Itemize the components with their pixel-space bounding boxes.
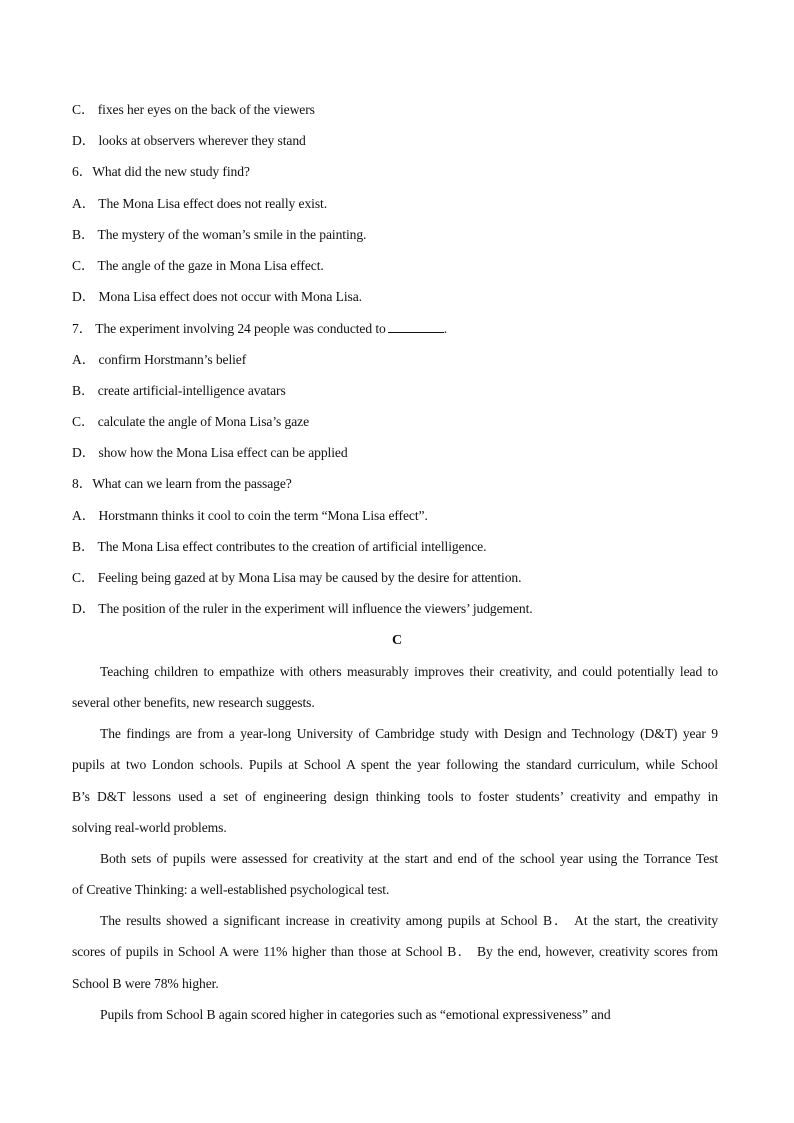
q7-option-a: A． confirm Horstmann’s belief: [72, 352, 247, 367]
paragraph-4-line-2: scores of pupils in School A were 11% higher than those at School B． By the end, however, creativity scores from: [72, 944, 718, 959]
q8-option-d: D． The position of the ruler in the experiment will influence the viewers’ judgement.: [72, 601, 533, 616]
paragraph-1-line-2: several other benefits, new research suggests.: [72, 695, 315, 710]
q5-option-d: D． looks at observers wherever they stand: [72, 133, 306, 148]
q7-stem-line: [72, 320, 447, 337]
paragraph-5-line-1: Pupils from School B again scored higher in categories such as “emotional expressiveness” and: [100, 1007, 611, 1022]
q8-option-a: A． Horstmann thinks it cool to coin the term “Mona Lisa effect”.: [72, 508, 428, 523]
q7-stem: 7． The experiment involving 24 people was conducted to: [72, 321, 386, 336]
q8-stem: 8．What can we learn from the passage?: [72, 476, 292, 491]
q6-option-b: B． The mystery of the woman’s smile in the painting.: [72, 227, 367, 242]
paragraph-4-line-3: School B were 78% higher.: [72, 976, 219, 991]
paragraph-4-line-1: The results showed a significant increase in creativity among pupils at School B． At the start, the creativity: [100, 913, 718, 928]
paragraph-2-line-2: pupils at two London schools. Pupils at School A spent the year following the standard curriculum, while School: [72, 757, 718, 772]
paragraph-2-line-4: solving real-world problems.: [72, 820, 227, 835]
q8-option-b: B． The Mona Lisa effect contributes to the creation of artificial intelligence.: [72, 539, 487, 554]
q7-option-c: C． calculate the angle of Mona Lisa’s gaze: [72, 414, 309, 429]
answer-blank: [388, 320, 444, 333]
paragraph-3-line-2: of Creative Thinking: a well-established psychological test.: [72, 882, 390, 897]
q6-option-c: C． The angle of the gaze in Mona Lisa effect.: [72, 258, 324, 273]
q8-option-c: C． Feeling being gazed at by Mona Lisa may be caused by the desire for attention.: [72, 570, 522, 585]
q6-option-d: D． Mona Lisa effect does not occur with Mona Lisa.: [72, 289, 362, 304]
q7-option-d: D． show how the Mona Lisa effect can be applied: [72, 445, 348, 460]
q7-stem-end: .: [443, 321, 448, 336]
paragraph-1-line-1: Teaching children to empathize with others measurably improves their creativity, and could potentially lead to: [100, 664, 718, 679]
paragraph-2-line-1: The findings are from a year-long University of Cambridge study with Design and Technology (D&T) year 9: [100, 726, 718, 741]
q5-option-c: C． fixes her eyes on the back of the viewers: [72, 102, 315, 117]
q6-option-a: A． The Mona Lisa effect does not really exist.: [72, 196, 327, 211]
q6-stem: 6．What did the new study find?: [72, 164, 250, 179]
section-heading: C: [391, 633, 403, 648]
paragraph-3-line-1: Both sets of pupils were assessed for creativity at the start and end of the school year using the Torrance Test: [100, 851, 718, 866]
q7-option-b: B． create artificial-intelligence avatars: [72, 383, 286, 398]
paragraph-2-line-3: B’s D&T lessons used a set of engineering design thinking tools to foster students’ creativity and empathy in: [72, 789, 718, 804]
